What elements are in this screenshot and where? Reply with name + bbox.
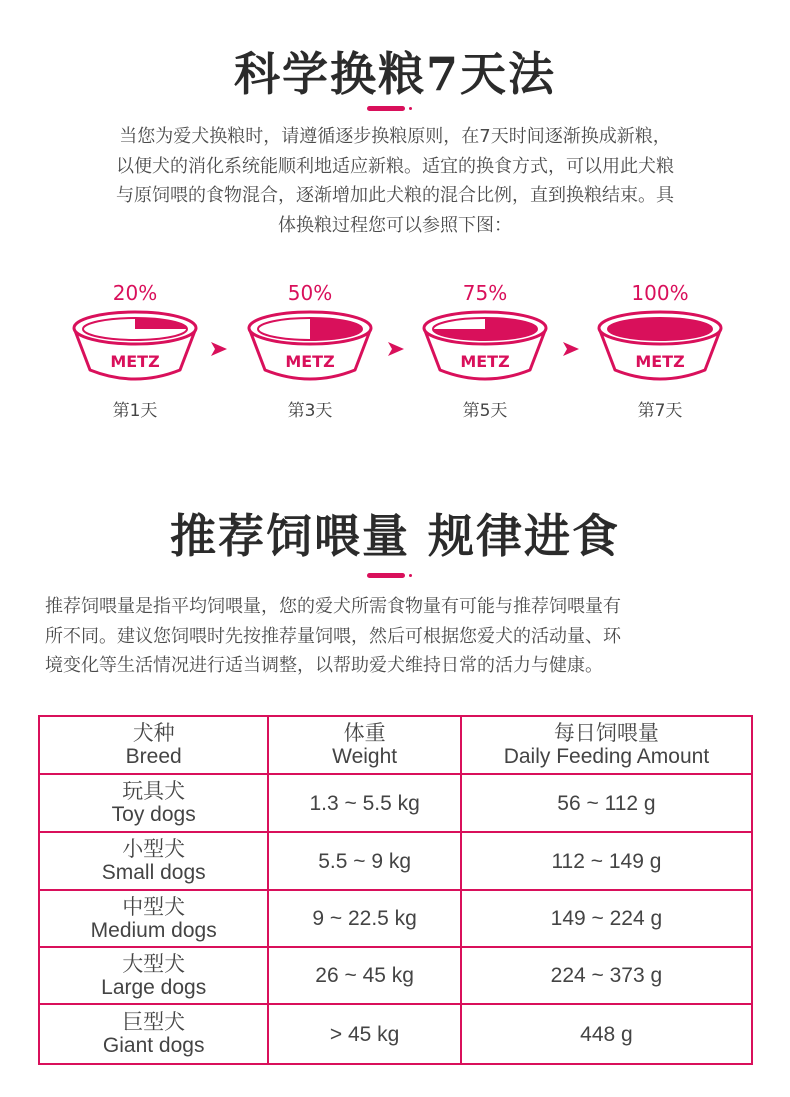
weight-cell: 9 ~ 22.5 kg <box>268 890 460 947</box>
breed-zh: 巨型犬 <box>122 1011 186 1034</box>
amount-cell: 56 ~ 112 g <box>461 774 752 832</box>
dog-bowl-icon <box>245 310 375 384</box>
breed-cell <box>39 890 268 947</box>
stage-percent: 100% <box>631 281 689 305</box>
intro-line: 与原饲喂的食物混合，逐渐增加此犬粮的混合比例，直到换粮结束。具 <box>116 185 674 206</box>
breed-cell <box>39 947 268 1004</box>
header-en: Weight <box>332 745 398 768</box>
table-row <box>39 774 752 832</box>
table-row <box>39 1004 752 1064</box>
transition-stage <box>230 280 390 421</box>
feeding-guide-text <box>45 592 760 681</box>
guide-line: 境变化等生活情况进行适当调整，以帮助爱犬维持日常的活力与健康。 <box>45 655 603 676</box>
breed-en: Large dogs <box>101 975 207 999</box>
transition-stage <box>580 280 740 421</box>
table-row <box>39 947 752 1004</box>
arrow-right-icon <box>562 340 580 358</box>
dog-bowl-icon <box>420 310 550 384</box>
breed-zh: 玩具犬 <box>122 780 186 803</box>
transition-stage <box>405 280 565 421</box>
stage-percent: 20% <box>112 281 158 305</box>
header-en: Daily Feeding Amount <box>503 745 710 768</box>
brand-label: METZ <box>110 352 160 371</box>
table-row <box>39 832 752 890</box>
amount-cell: 112 ~ 149 g <box>461 832 752 890</box>
amount-cell: 448 g <box>461 1004 752 1064</box>
dog-bowl-icon <box>70 310 200 384</box>
column-header-amount <box>461 716 752 774</box>
breed-en: Medium dogs <box>90 918 217 942</box>
amount-cell: 224 ~ 373 g <box>461 947 752 1004</box>
stage-percent: 75% <box>462 281 508 305</box>
stage-day: 第1天 <box>112 401 158 421</box>
brand-label: METZ <box>460 352 510 371</box>
arrow-right-icon <box>210 340 228 358</box>
transition-intro-text <box>40 122 750 240</box>
breed-en: Toy dogs <box>111 803 196 826</box>
breed-zh: 小型犬 <box>122 838 186 861</box>
stage-day: 第7天 <box>637 401 683 421</box>
intro-line: 体换粮过程您可以参照下图： <box>278 214 512 236</box>
breed-cell <box>39 774 268 832</box>
breed-zh: 大型犬 <box>122 952 186 976</box>
intro-line: 当您为爱犬换粮时，请遵循逐步换粮原则，在7天时间逐渐换成新粮， <box>119 126 671 147</box>
food-fill <box>608 318 712 340</box>
weight-cell: 26 ~ 45 kg <box>268 947 460 1004</box>
weight-cell: > 45 kg <box>268 1004 460 1064</box>
dog-bowl-icon <box>595 310 725 384</box>
guide-line: 所不同。建议您饲喂时先按推荐量饲喂，然后可根据您爱犬的活动量、环 <box>45 625 621 647</box>
breed-en: Small dogs <box>101 861 206 884</box>
breed-cell <box>39 1004 268 1064</box>
amount-cell: 149 ~ 224 g <box>461 890 752 947</box>
brand-label: METZ <box>635 352 685 371</box>
transition-stage <box>55 280 215 421</box>
stage-day: 第5天 <box>462 401 508 421</box>
brand-label: METZ <box>285 352 335 371</box>
arrow-right-icon <box>387 340 405 358</box>
breed-zh: 中型犬 <box>122 895 186 919</box>
page-title-feeding-guide: 推荐饲喂量 规律进食 <box>169 509 620 563</box>
column-header-weight <box>268 716 460 774</box>
header-en: Breed <box>125 745 182 768</box>
feeding-amount-table <box>38 715 753 1065</box>
page-title-food-transition: 科学换粮7天法 <box>233 47 556 101</box>
table-header-row <box>39 716 752 774</box>
weight-cell: 5.5 ~ 9 kg <box>268 832 460 890</box>
title-divider <box>367 573 427 579</box>
stage-day: 第3天 <box>287 401 333 421</box>
header-zh: 体重 <box>343 722 386 745</box>
table-row <box>39 890 752 947</box>
header-zh: 犬种 <box>132 722 175 745</box>
title-divider <box>367 106 427 112</box>
breed-en: Giant dogs <box>102 1034 205 1057</box>
weight-cell: 1.3 ~ 5.5 kg <box>268 774 460 832</box>
stage-percent: 50% <box>287 281 333 305</box>
header-zh: 每日饲喂量 <box>553 722 659 745</box>
breed-cell <box>39 832 268 890</box>
intro-line: 以便犬的消化系统能顺利地适应新粮。适宜的换食方式，可以用此犬粮 <box>116 155 674 177</box>
column-header-breed <box>39 716 268 774</box>
guide-line: 推荐饲喂量是指平均饲喂量，您的爱犬所需食物量有可能与推荐饲喂量有 <box>45 596 621 617</box>
